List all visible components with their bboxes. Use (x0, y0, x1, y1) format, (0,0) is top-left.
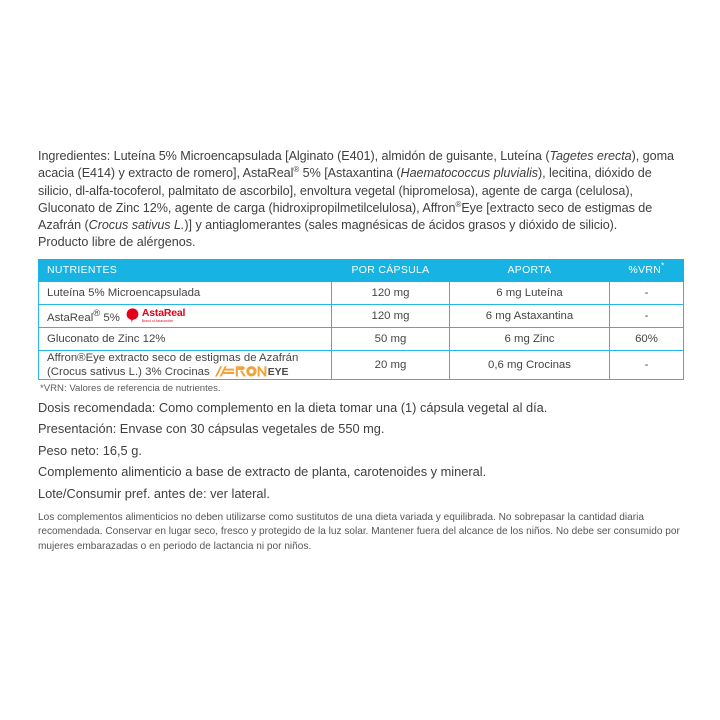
detail-presentacion: Presentación: Envase con 30 cápsulas vegetales de 550 mg. (38, 421, 385, 437)
allergen-free-statement: Producto libre de alérgenos. (38, 235, 196, 250)
cell-vrn-astareal: - (610, 304, 684, 327)
ingredients-seg-1-italic: Tagetes erecta (549, 149, 632, 163)
affron-line-2 (47, 365, 331, 379)
cell-por-capsula-zinc: 50 mg (332, 327, 450, 350)
affron-paren-open: ( (47, 365, 51, 378)
astareal-name-text (47, 308, 120, 324)
ingredients-seg-8: Eye [extracto seco de estigmas de Azafrán ( (38, 200, 653, 233)
ingredients-seg-10: )] y antiaglomerantes (sales magnésicas de ácidos grasos y dióxido de silicio). (184, 218, 618, 233)
affron-cell-content (47, 352, 331, 379)
column-header-vrn-label: %VRN (628, 264, 662, 277)
vrn-footnote: *VRN: Valores de referencia de nutrientes. (40, 382, 221, 394)
table-row (39, 327, 684, 350)
nutrient-table-header (39, 259, 684, 281)
detail-lote: Lote/Consumir pref. antes de: ver lateral. (38, 485, 270, 501)
cell-nutriente-zinc: Gluconato de Zinc 12% (39, 327, 332, 350)
registered-mark-icon: ® (93, 307, 101, 319)
affron-crocinas: ) 3% Crocinas (138, 365, 210, 378)
cell-vrn-zinc: 60% (610, 327, 684, 350)
astareal-droplet-icon (126, 308, 139, 323)
astareal-logo (126, 308, 185, 323)
cell-por-capsula-astareal: 120 mg (332, 304, 450, 327)
registered-mark-icon-2: ® (455, 199, 462, 209)
ingredients-seg-0: Ingredientes: Luteína 5% Microencapsulada [Alginato (E401), almidón de guisante, Luteína ( (38, 149, 550, 163)
astareal-wordmark (142, 308, 185, 323)
detail-complemento: Complemento alimenticio a base de extracto de planta, carotenoides y mineral. (38, 464, 487, 480)
cell-nutriente-affron (39, 350, 332, 379)
ingredients-paragraph (38, 148, 687, 234)
detail-peso-neto: Peso neto: 16,5 g. (38, 442, 142, 458)
astareal-name: AstaReal (47, 311, 94, 324)
cell-aporta-affron: 0,6 mg Crocinas (450, 350, 610, 379)
cell-por-capsula-affron: 20 mg (332, 350, 450, 379)
nutrient-table-body (39, 281, 684, 379)
astareal-logo-tagline: Brand of Astaxanthin (141, 318, 174, 323)
registered-mark-icon-1: ® (293, 165, 300, 175)
cell-aporta-zinc: 6 mg Zinc (450, 327, 610, 350)
table-header-row (39, 259, 684, 281)
column-header-vrn (610, 259, 684, 281)
astareal-percent: 5% (100, 311, 120, 324)
cell-nutriente-astareal (39, 304, 332, 327)
table-row (39, 304, 684, 327)
affron-line-1: Affron®Eye extracto seco de estigmas de Azafrán (47, 351, 299, 364)
legal-disclaimer: Los complementos alimenticios no deben utilizarse como sustitutos de una dieta variada y equilibrada. No sobrepasar la cantidad diaria recomendada. Conservar en lugar seco, fresco y protegido de la luz solar. Mantener fuera del alcance de los niños. No debe ser consumido por mujeres embarazadas o en periodo de lactancia ni por niños. (38, 512, 680, 552)
cell-aporta-luteina: 6 mg Luteína (450, 281, 610, 304)
astareal-logo-text: AstaReal (141, 307, 186, 320)
ingredients-seg-4: 5% [Astaxantina ( (299, 166, 401, 181)
column-header-por-capsula: POR CÁPSULA (332, 259, 450, 281)
detail-dosis: Dosis recomendada: Como complemento en la dieta tomar una (1) cápsula vegetal al día. (38, 399, 548, 415)
nutrient-table (38, 259, 684, 380)
cell-aporta-astareal: 6 mg Astaxantina (450, 304, 610, 327)
ingredients-seg-5-italic: Haematococcus pluvialis (400, 166, 538, 181)
table-row (39, 281, 684, 304)
affron-species-italic: Crocus sativus L. (50, 365, 139, 378)
table-row (39, 350, 684, 379)
cell-vrn-affron: - (610, 350, 684, 379)
ingredients-seg-9-italic: Crocus sativus L. (88, 218, 185, 233)
affron-eye-logo (215, 365, 289, 379)
ingredients-seg-2: ), goma acacia (E414) y extracto de romero], AstaReal (38, 149, 674, 181)
astareal-cell-content (47, 308, 331, 324)
affron-wordmark-icon (215, 365, 267, 378)
affron-eye-text: EYE (267, 365, 289, 378)
column-header-vrn-star: * (661, 261, 665, 271)
cell-vrn-luteina: - (610, 281, 684, 304)
affron-line-2-text (47, 365, 210, 379)
ingredients-seg-6: ), lecitina, dióxido de silicio, dl-alfa-tocoferol, palmitato de ascorbilo], envoltura vegetal (hipromelosa), agente de carga (celulosa), Gluconato de Zinc 12%, agente de carga (hidroxipropilmetilcelulosa), Affron (38, 166, 652, 215)
column-header-nutrientes: NUTRIENTES (39, 259, 332, 281)
cell-nutriente-luteina: Luteína 5% Microencapsulada (39, 281, 332, 304)
column-header-aporta: APORTA (450, 259, 610, 281)
cell-por-capsula-luteina: 120 mg (332, 281, 450, 304)
